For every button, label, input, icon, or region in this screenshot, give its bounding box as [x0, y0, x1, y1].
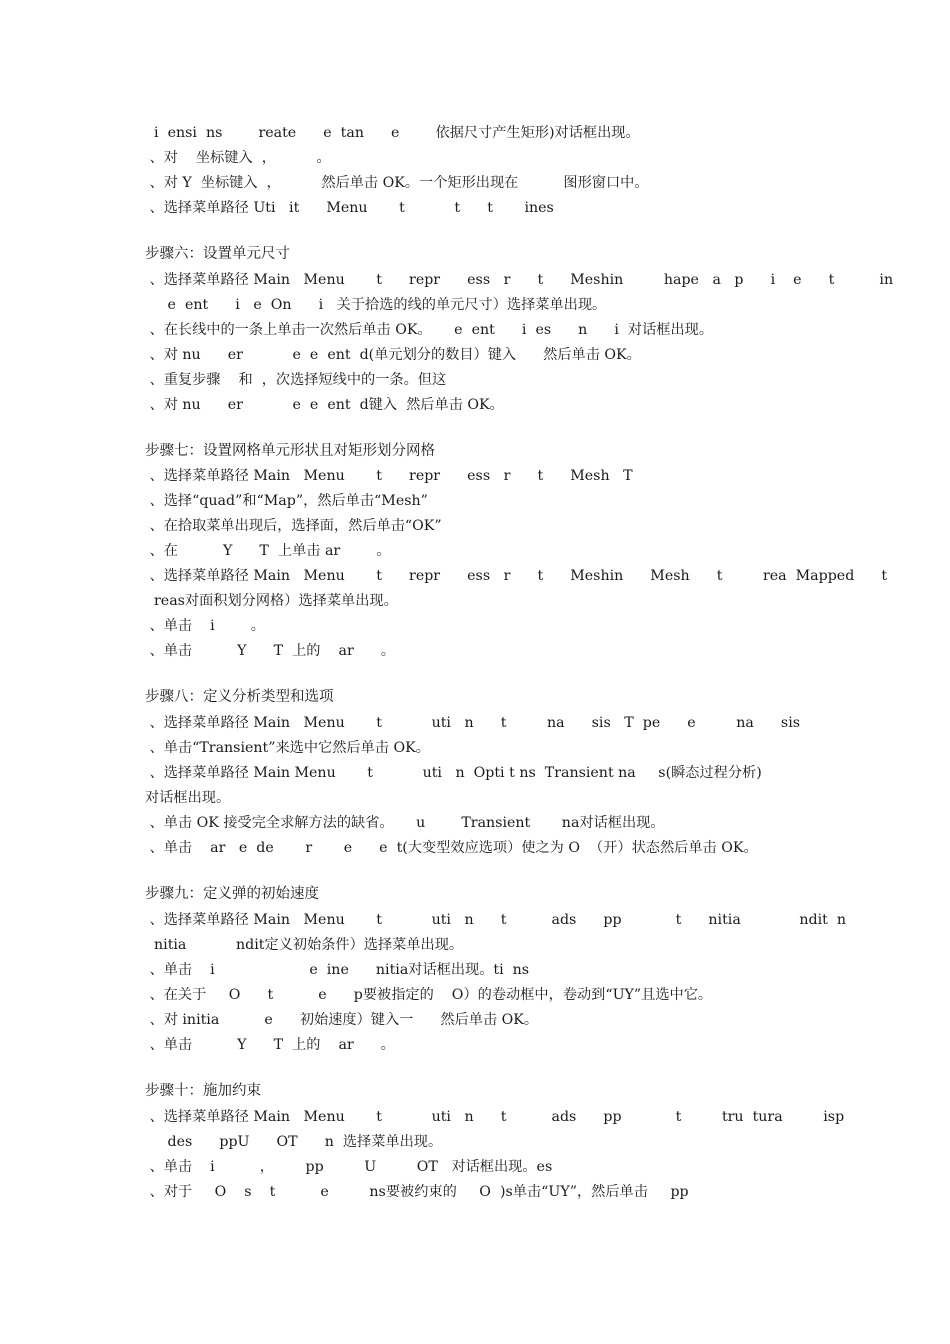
section-heading: 步骤十：施加约束: [145, 1083, 261, 1099]
section-heading: 步骤六：设置单元尺寸: [145, 246, 290, 262]
text-line: 、对 nu er e e ent d(单元划分的数目）键入 然后单击 OK。: [145, 347, 641, 363]
text-line: 、选择菜单路径 Uti it Menu t t t ines: [145, 200, 554, 216]
section-heading: 步骤八：定义分析类型和选项: [145, 689, 334, 705]
section-heading: 步骤九：定义弹的初始速度: [145, 886, 319, 902]
text-line: 、选择菜单路径 Main Menu t uti n t na sis T pe e na sis: [145, 715, 801, 731]
text-line: 、选择“quad”和“Map”，然后单击“Mesh”: [145, 493, 428, 509]
text-line: 、单击 OK 接受完全求解方法的缺省。 u Transient na对话框出现。: [145, 815, 665, 831]
text-line: 、在 Y T 上单击 ar 。: [145, 543, 391, 559]
text-line: 、对于 O s t e ns要被约束的 O )s单击“UY”，然后单击 pp: [145, 1184, 689, 1200]
text-line: 、在长线中的一条上单击一次然后单击 OK。 e ent i es n i 对话框出现。: [145, 322, 714, 338]
text-line: nitia ndit定义初始条件）选择菜单出现。: [145, 937, 464, 953]
text-line: 、选择菜单路径 Main Menu t repr ess r t Meshin hape a p i e t in: [145, 272, 894, 288]
text-line: 、对 坐标键入 ， 。: [145, 150, 331, 166]
text-line: 、选择菜单路径 Main Menu t uti n Opti t ns Transient na s(瞬态过程分析): [145, 765, 762, 781]
text-line: e ent i e On i 关于拾选的线的单元尺寸）选择菜单出现。: [145, 297, 607, 313]
text-line: 、在关于 O t e p要被指定的 O）的卷动框中，卷动到“UY”且选中它。: [145, 987, 713, 1003]
text-line: 、选择菜单路径 Main Menu t uti n t ads pp t tru tura isp: [145, 1109, 845, 1125]
text-line: 、选择菜单路径 Main Menu t repr ess r t Mesh T: [145, 468, 633, 484]
text-line: 、单击 i e ine nitia对话框出现。ti ns: [145, 962, 530, 978]
text-line: 、单击 Y T 上的 ar 。: [145, 1037, 395, 1053]
text-line: 、对 Y 坐标键入 ， 然后单击 OK。一个矩形出现在 图形窗口中。: [145, 175, 649, 191]
text-line: 、单击“Transient”来选中它然后单击 OK。: [145, 740, 430, 756]
section-heading: 步骤七：设置网格单元形状且对矩形划分网格: [145, 443, 435, 459]
text-line: 、选择菜单路径 Main Menu t repr ess r t Meshin Mesh t rea Mapped t: [145, 568, 888, 584]
text-line: 对话框出现。: [145, 790, 231, 806]
text-line: 、在拾取菜单出现后，选择面，然后单击“OK”: [145, 518, 442, 534]
text-line: reas对面积划分网格）选择菜单出现。: [145, 593, 398, 609]
text-line: 、对 initia e 初始速度）键入一 然后单击 OK。: [145, 1012, 539, 1028]
text-line: i ensi ns reate e tan e 依据尺寸产生矩形)对话框出现。: [145, 125, 640, 141]
text-line: 、单击 i 。: [145, 618, 265, 634]
text-line: 、对 nu er e e ent d键入 然后单击 OK。: [145, 397, 504, 413]
text-line: 、单击 ar e de r e e t(大变型效应选项）使之为 O （开）状态然后单击 OK。: [145, 840, 758, 856]
text-line: des ppU OT n 选择菜单出现。: [145, 1134, 443, 1150]
text-line: 、重复步骤 和 ，次选择短线中的一条。但这: [145, 372, 447, 388]
text-line: 、单击 Y T 上的 ar 。: [145, 643, 395, 659]
text-line: 、选择菜单路径 Main Menu t uti n t ads pp t nitia ndit n: [145, 912, 847, 928]
text-line: 、单击 i ， pp U OT 对话框出现。es: [145, 1159, 553, 1175]
